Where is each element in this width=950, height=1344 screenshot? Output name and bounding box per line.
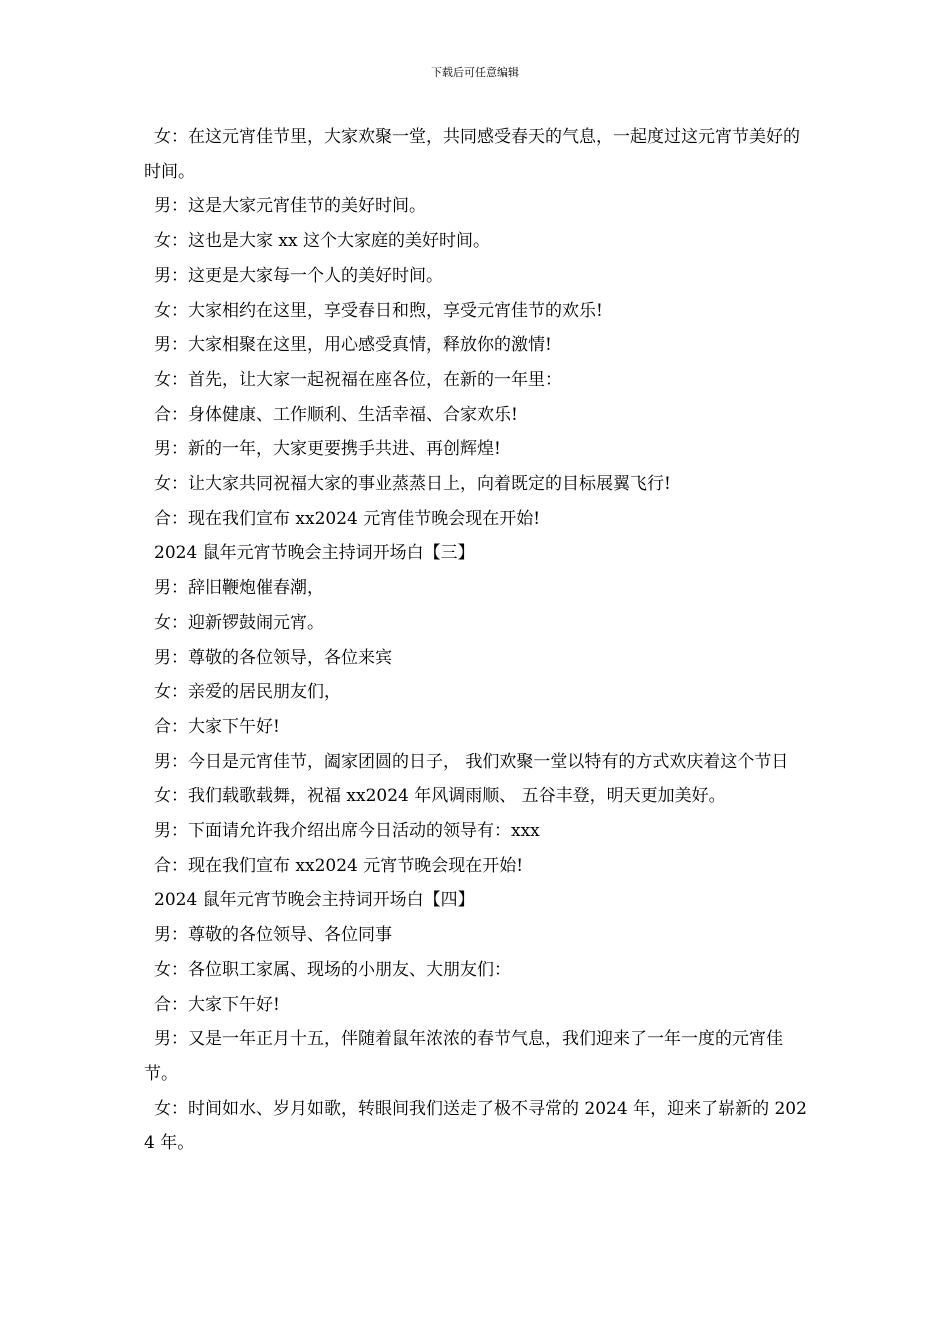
paragraph: 男：这是大家元宵佳节的美好时间。 <box>154 196 426 217</box>
paragraph: 合：大家下午好! <box>154 716 280 737</box>
paragraph: 女：我们载歌载舞，祝福 xx2024 年风调雨顺、 五谷丰登，明天更加美好。 <box>154 786 726 807</box>
paragraph: 男：尊敬的各位领导、各位同事 <box>154 925 392 946</box>
paragraph: 女：亲爱的居民朋友们， <box>154 682 341 703</box>
paragraph: 女：首先，让大家一起祝福在座各位，在新的一年里： <box>154 369 562 390</box>
paragraph: 女：让大家共同祝福大家的事业蒸蒸日上，向着既定的目标展翼飞行! <box>154 474 671 495</box>
paragraph: 男：尊敬的各位领导，各位来宾 <box>154 647 392 668</box>
paragraph: 女：各位职工家属、现场的小朋友、大朋友们： <box>154 959 511 980</box>
paragraph: 女：在这元宵佳节里，大家欢聚一堂，共同感受春天的气息，一起度过这元宵节美好的时间。 <box>144 127 800 182</box>
paragraph: 男：下面请允许我介绍出席今日活动的领导有：xxx <box>154 821 540 842</box>
paragraph: 女：迎新锣鼓闹元宵。 <box>154 612 324 633</box>
paragraph: 合：现在我们宣布 xx2024 元宵佳节晚会现在开始! <box>154 508 541 529</box>
paragraph: 合：身体健康、工作顺利、生活幸福、合家欢乐! <box>154 404 518 425</box>
paragraph: 合：现在我们宣布 xx2024 元宵节晚会现在开始! <box>154 855 524 876</box>
document-body <box>144 120 808 1161</box>
paragraph: 男：新的一年，大家更要携手共进、再创辉煌! <box>154 439 501 460</box>
paragraph: 女：时间如水、岁月如歌，转眼间我们送走了极不寻常的 2024 年，迎来了崭新的 2024 年。 <box>144 1098 807 1154</box>
paragraph: 男：辞旧鞭炮催春潮， <box>154 578 324 599</box>
section-heading: 2024 鼠年元宵节晚会主持词开场白【四】 <box>154 890 475 911</box>
section-heading: 2024 鼠年元宵节晚会主持词开场白【三】 <box>154 543 475 564</box>
page-header: 下载后可任意编辑 <box>431 66 519 79</box>
paragraph: 合：大家下午好! <box>154 994 280 1015</box>
paragraph: 男：今日是元宵佳节，阖家团圆的日子， 我们欢聚一堂以特有的方式欢庆着这个节日 <box>154 751 789 772</box>
paragraph: 男：大家相聚在这里，用心感受真情，释放你的激情! <box>154 335 552 356</box>
paragraph: 女：这也是大家 xx 这个大家庭的美好时间。 <box>154 231 490 252</box>
paragraph: 女：大家相约在这里，享受春日和煦，享受元宵佳节的欢乐! <box>154 300 603 321</box>
paragraph: 男：又是一年正月十五，伴随着鼠年浓浓的春节气息，我们迎来了一年一度的元宵佳节。 <box>144 1029 783 1084</box>
paragraph: 男：这更是大家每一个人的美好时间。 <box>154 265 443 286</box>
